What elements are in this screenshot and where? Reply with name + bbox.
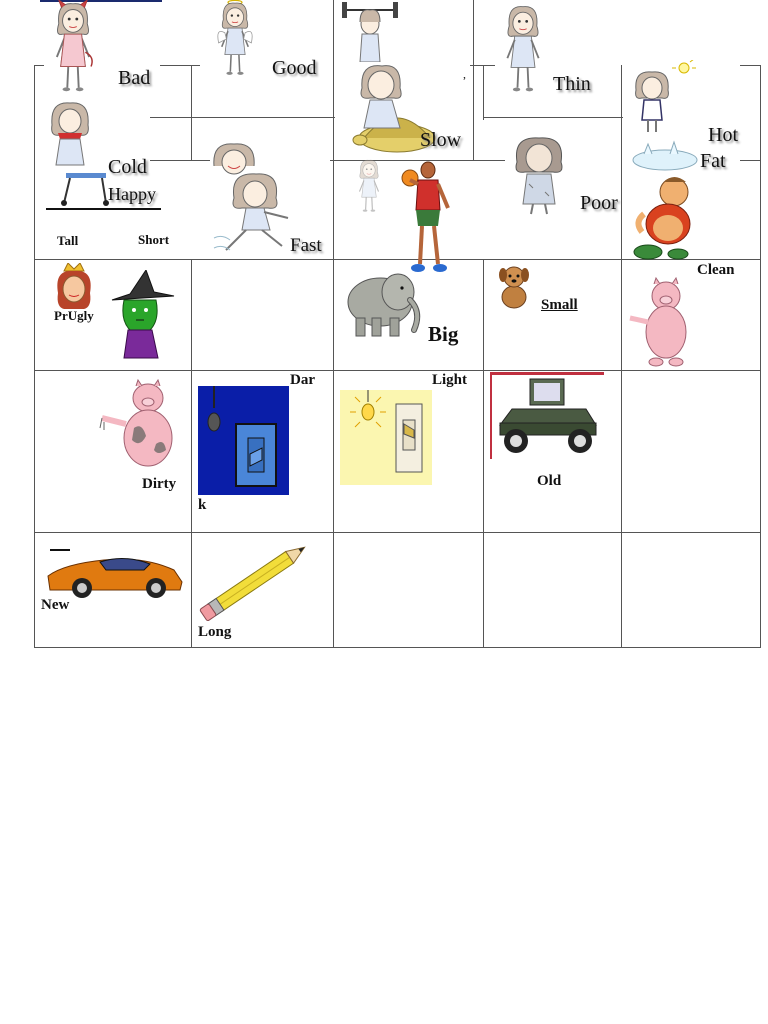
label-long: Long <box>198 624 232 640</box>
grid-line <box>34 647 761 648</box>
grid-line <box>150 160 210 161</box>
grid-line <box>483 259 484 648</box>
label-thin: Thin <box>553 73 591 95</box>
girl-poor-image <box>505 132 573 216</box>
label-tall: Tall <box>57 233 79 248</box>
label-prugly: PrUgly <box>54 308 94 323</box>
old-car-icon <box>492 375 602 457</box>
basketball-player-icon <box>396 158 458 278</box>
label-short: Short <box>138 232 170 247</box>
grid-line <box>473 0 474 160</box>
label-fast: Fast <box>290 235 322 256</box>
label-light: Light <box>432 372 468 388</box>
label-happy: Happy <box>108 184 156 204</box>
girl-good-image <box>205 0 265 78</box>
grid-line <box>191 259 192 648</box>
grid-line <box>34 370 761 371</box>
grid-line <box>740 160 760 161</box>
puppy-icon <box>497 263 531 309</box>
witch-icon <box>108 270 176 360</box>
hot-girl-icon <box>628 60 698 135</box>
label-dar: Dar <box>290 372 315 388</box>
grid-line <box>621 65 622 648</box>
pig-icon <box>626 276 696 368</box>
grid-line <box>483 65 484 120</box>
grid-line <box>760 65 761 648</box>
elephant-image <box>340 262 425 340</box>
running-girl-icon <box>212 168 300 258</box>
label-old: Old <box>537 473 562 489</box>
cold-girl-icon <box>44 95 114 210</box>
cartoon-girl-icon <box>38 0 108 95</box>
girl-fast-image <box>212 168 300 258</box>
girl-faded-image <box>344 158 394 214</box>
angel-girl-icon <box>205 0 265 78</box>
label-cold: Cold <box>108 156 147 178</box>
grid-line <box>191 65 192 160</box>
label-bad: Bad <box>118 67 151 89</box>
grid-line <box>740 65 760 66</box>
athlete-image <box>396 158 458 278</box>
light-switch-panel <box>340 390 432 485</box>
small-mark: , <box>463 67 466 81</box>
girl-bad-image <box>38 0 108 95</box>
princess-image <box>54 263 94 311</box>
thin-girl-icon <box>500 0 546 98</box>
label-clean: Clean <box>697 262 735 278</box>
ice-icon <box>630 140 700 174</box>
pencil-icon <box>196 535 322 621</box>
girl-hot-image <box>628 60 698 135</box>
label-small: Small <box>541 297 578 313</box>
label-dirty: Dirty <box>142 476 177 492</box>
girl-thin-image <box>500 0 546 98</box>
label-big: Big <box>428 322 459 346</box>
girl-cold-image <box>44 95 114 210</box>
witch-image <box>108 270 176 360</box>
dark-switch-panel <box>198 386 289 495</box>
sports-car-image <box>44 546 186 598</box>
label-fat: Fat <box>700 150 726 172</box>
grid-line <box>213 259 333 260</box>
label-new: New <box>41 597 70 613</box>
label-hot: Hot <box>708 124 738 146</box>
grid-line <box>34 65 35 648</box>
grid-line <box>160 65 200 66</box>
light-switch-icon <box>198 386 289 495</box>
sports-car-icon <box>44 546 186 598</box>
grid-line <box>333 0 334 648</box>
label-poor: Poor <box>580 192 618 214</box>
grid-line <box>150 117 335 118</box>
poor-girl-icon <box>505 132 573 216</box>
fat-boy-icon <box>628 174 696 260</box>
grid-line <box>470 65 495 66</box>
grid-line <box>483 117 623 118</box>
grid-line <box>34 532 761 533</box>
clean-pig-image <box>626 276 696 368</box>
fat-boy-image <box>628 174 696 260</box>
princess-icon <box>54 263 94 311</box>
pencil-image <box>196 535 322 621</box>
elephant-icon <box>340 262 425 340</box>
light-on-switch-icon <box>340 390 432 485</box>
puppy-image <box>497 263 531 309</box>
girl-strong-image <box>340 0 400 62</box>
label-k: k <box>198 497 207 513</box>
dirty-pig-icon <box>96 378 186 474</box>
faded-girl-icon <box>344 158 394 214</box>
old-car-image <box>490 372 604 459</box>
ice-image <box>630 140 700 174</box>
dirty-pig-image <box>96 378 186 474</box>
label-slow: Slow <box>420 129 462 151</box>
barbell-girl-icon <box>340 0 400 62</box>
label-good: Good <box>272 57 317 79</box>
